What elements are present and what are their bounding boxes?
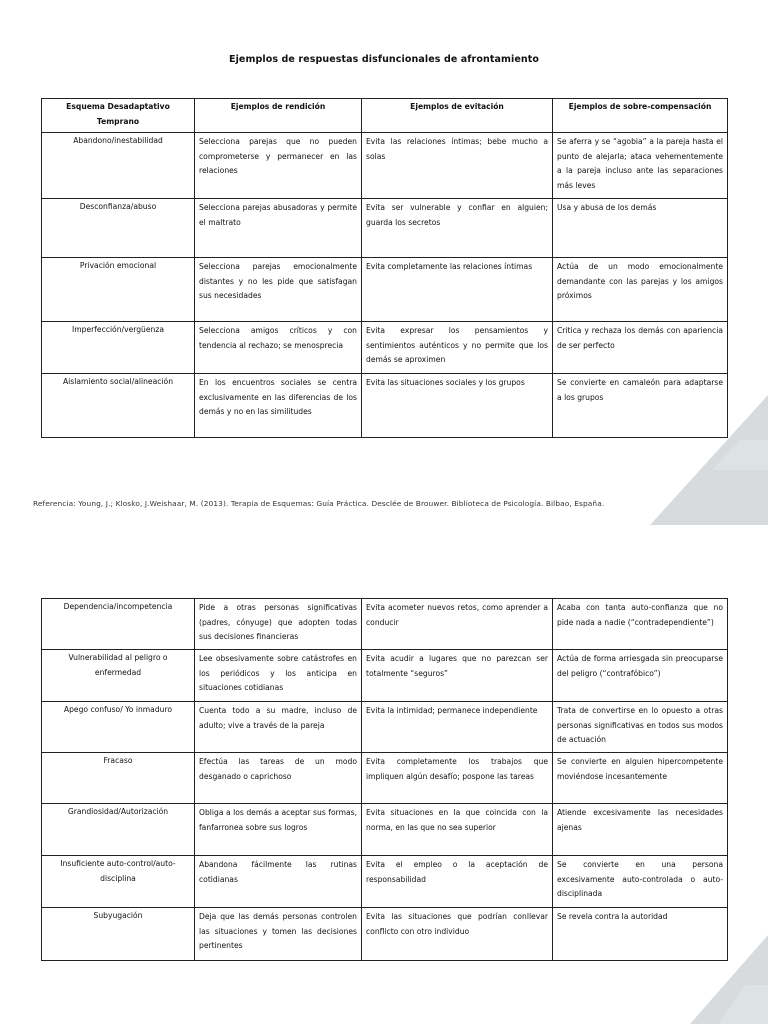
table-row <box>42 374 728 438</box>
header-surrender: Ejemplos de rendición <box>195 99 362 133</box>
table-header-row <box>42 99 728 133</box>
overcompensation-cell: Se aferra y se “agobia” a la pareja hasta el punto de alejarla; ataca vehementemente a la pareja incluso ante las separaciones más leves <box>553 133 728 199</box>
schema-cell: Subyugación <box>42 908 195 961</box>
schema-cell: Imperfección/vergüenza <box>42 322 195 374</box>
overcompensation-cell: Se convierte en alguien hipercompetente moviéndose incesantemente <box>553 753 728 804</box>
avoidance-cell: Evita acudir a lugares que no parezcan ser totalmente “seguros” <box>362 650 553 702</box>
avoidance-cell: Evita acometer nuevos retos, como aprender a conducir <box>362 599 553 650</box>
surrender-cell: Selecciona parejas que no pueden comprometerse y permanecer en las relaciones <box>195 133 362 199</box>
avoidance-cell: Evita ser vulnerable y confiar en alguien; guarda los secretos <box>362 199 553 258</box>
surrender-cell: Selecciona parejas abusadoras y permite el maltrato <box>195 199 362 258</box>
schema-cell: Dependencia/incompetencia <box>42 599 195 650</box>
avoidance-cell: Evita situaciones en la que coincida con la norma, en las que no sea superior <box>362 804 553 856</box>
avoidance-cell: Evita completamente las relaciones íntimas <box>362 258 553 322</box>
header-overcompensation: Ejemplos de sobre-compensación <box>553 99 728 133</box>
table-row <box>42 702 728 753</box>
overcompensation-cell: Actúa de forma arriesgada sin preocuparse del peligro (“contrafóbico”) <box>553 650 728 702</box>
surrender-cell: Obliga a los demás a aceptar sus formas, fanfarronea sobre sus logros <box>195 804 362 856</box>
surrender-cell: Selecciona amigos críticos y con tendencia al rechazo; se menosprecia <box>195 322 362 374</box>
schema-cell: Privación emocional <box>42 258 195 322</box>
surrender-cell: Pide a otras personas significativas (padres, cónyuge) que adopten todas sus decisiones financieras <box>195 599 362 650</box>
avoidance-cell: Evita completamente los trabajos que impliquen algún desafío; pospone las tareas <box>362 753 553 804</box>
table-row <box>42 599 728 650</box>
avoidance-cell: Evita la intimidad; permanece independiente <box>362 702 553 753</box>
table-row <box>42 199 728 258</box>
surrender-cell: Abandona fácilmente las rutinas cotidianas <box>195 856 362 908</box>
table-row <box>42 856 728 908</box>
overcompensation-cell: Usa y abusa de los demás <box>553 199 728 258</box>
schema-cell: Vulnerabilidad al peligro o enfermedad <box>42 650 195 702</box>
overcompensation-cell: Trata de convertirse en lo opuesto a otras personas significativas en todos sus modos de actuación <box>553 702 728 753</box>
reference-citation: Referencia: Young, J.; Klosko, J.Weishaar, M. (2013). Terapia de Esquemas: Guía Práctica. Desclée de Brouwer. Biblioteca de Psicología. Bilbao, España. <box>33 499 605 508</box>
table-row <box>42 133 728 199</box>
surrender-cell: Deja que las demás personas controlen las situaciones y tomen las decisiones pertinentes <box>195 908 362 961</box>
table-row <box>42 650 728 702</box>
overcompensation-cell: Se convierte en una persona excesivamente auto-controlada o auto-disciplinada <box>553 856 728 908</box>
surrender-cell: Efectúa las tareas de un modo desganado o caprichoso <box>195 753 362 804</box>
schema-cell: Abandono/inestabilidad <box>42 133 195 199</box>
page-title: Ejemplos de respuestas disfuncionales de afrontamiento <box>228 54 539 65</box>
overcompensation-cell: Atiende excesivamente las necesidades ajenas <box>553 804 728 856</box>
overcompensation-cell: Critica y rechaza los demás con apariencia de ser perfecto <box>553 322 728 374</box>
schema-cell: Grandiosidad/Autorización <box>42 804 195 856</box>
schema-cell: Insuficiente auto-control/auto-disciplina <box>42 856 195 908</box>
overcompensation-cell: Se revela contra la autoridad <box>553 908 728 961</box>
table-body-part-1 <box>42 133 728 438</box>
schema-cell: Fracaso <box>42 753 195 804</box>
avoidance-cell: Evita las situaciones sociales y los grupos <box>362 374 553 438</box>
schema-cell: Aislamiento social/alineación <box>42 374 195 438</box>
surrender-cell: En los encuentros sociales se centra exclusivamente en las diferencias de los demás y no en las similitudes <box>195 374 362 438</box>
header-schema: Esquema Desadaptativo Temprano <box>42 99 195 133</box>
overcompensation-cell: Se convierte en camaleón para adaptarse a los grupos <box>553 374 728 438</box>
table-row <box>42 908 728 961</box>
table-row <box>42 322 728 374</box>
table-row <box>42 258 728 322</box>
surrender-cell: Lee obsesivamente sobre catástrofes en los periódicos y los anticipa en situaciones cotidianas <box>195 650 362 702</box>
avoidance-cell: Evita las relaciones íntimas; bebe mucho a solas <box>362 133 553 199</box>
schema-table-part-2 <box>41 598 728 961</box>
table-body-part-2 <box>42 599 728 961</box>
overcompensation-cell: Actúa de un modo emocionalmente demandante con las parejas y los amigos próximos <box>553 258 728 322</box>
schema-table-part-1 <box>41 98 728 438</box>
schema-cell: Apego confuso/ Yo inmaduro <box>42 702 195 753</box>
schema-cell: Desconfianza/abuso <box>42 199 195 258</box>
avoidance-cell: Evita el empleo o la aceptación de responsabilidad <box>362 856 553 908</box>
table-row <box>42 753 728 804</box>
surrender-cell: Selecciona parejas emocionalmente distantes y no les pide que satisfagan sus necesidades <box>195 258 362 322</box>
table-row <box>42 804 728 856</box>
overcompensation-cell: Acaba con tanta auto-confianza que no pide nada a nadie (“contradependiente”) <box>553 599 728 650</box>
surrender-cell: Cuenta todo a su madre, incluso de adulto; vive a través de la pareja <box>195 702 362 753</box>
avoidance-cell: Evita expresar los pensamientos y sentimientos auténticos y no permite que los demás se aproximen <box>362 322 553 374</box>
avoidance-cell: Evita las situaciones que podrían conllevar conflicto con otro individuo <box>362 908 553 961</box>
header-avoidance: Ejemplos de evitación <box>362 99 553 133</box>
